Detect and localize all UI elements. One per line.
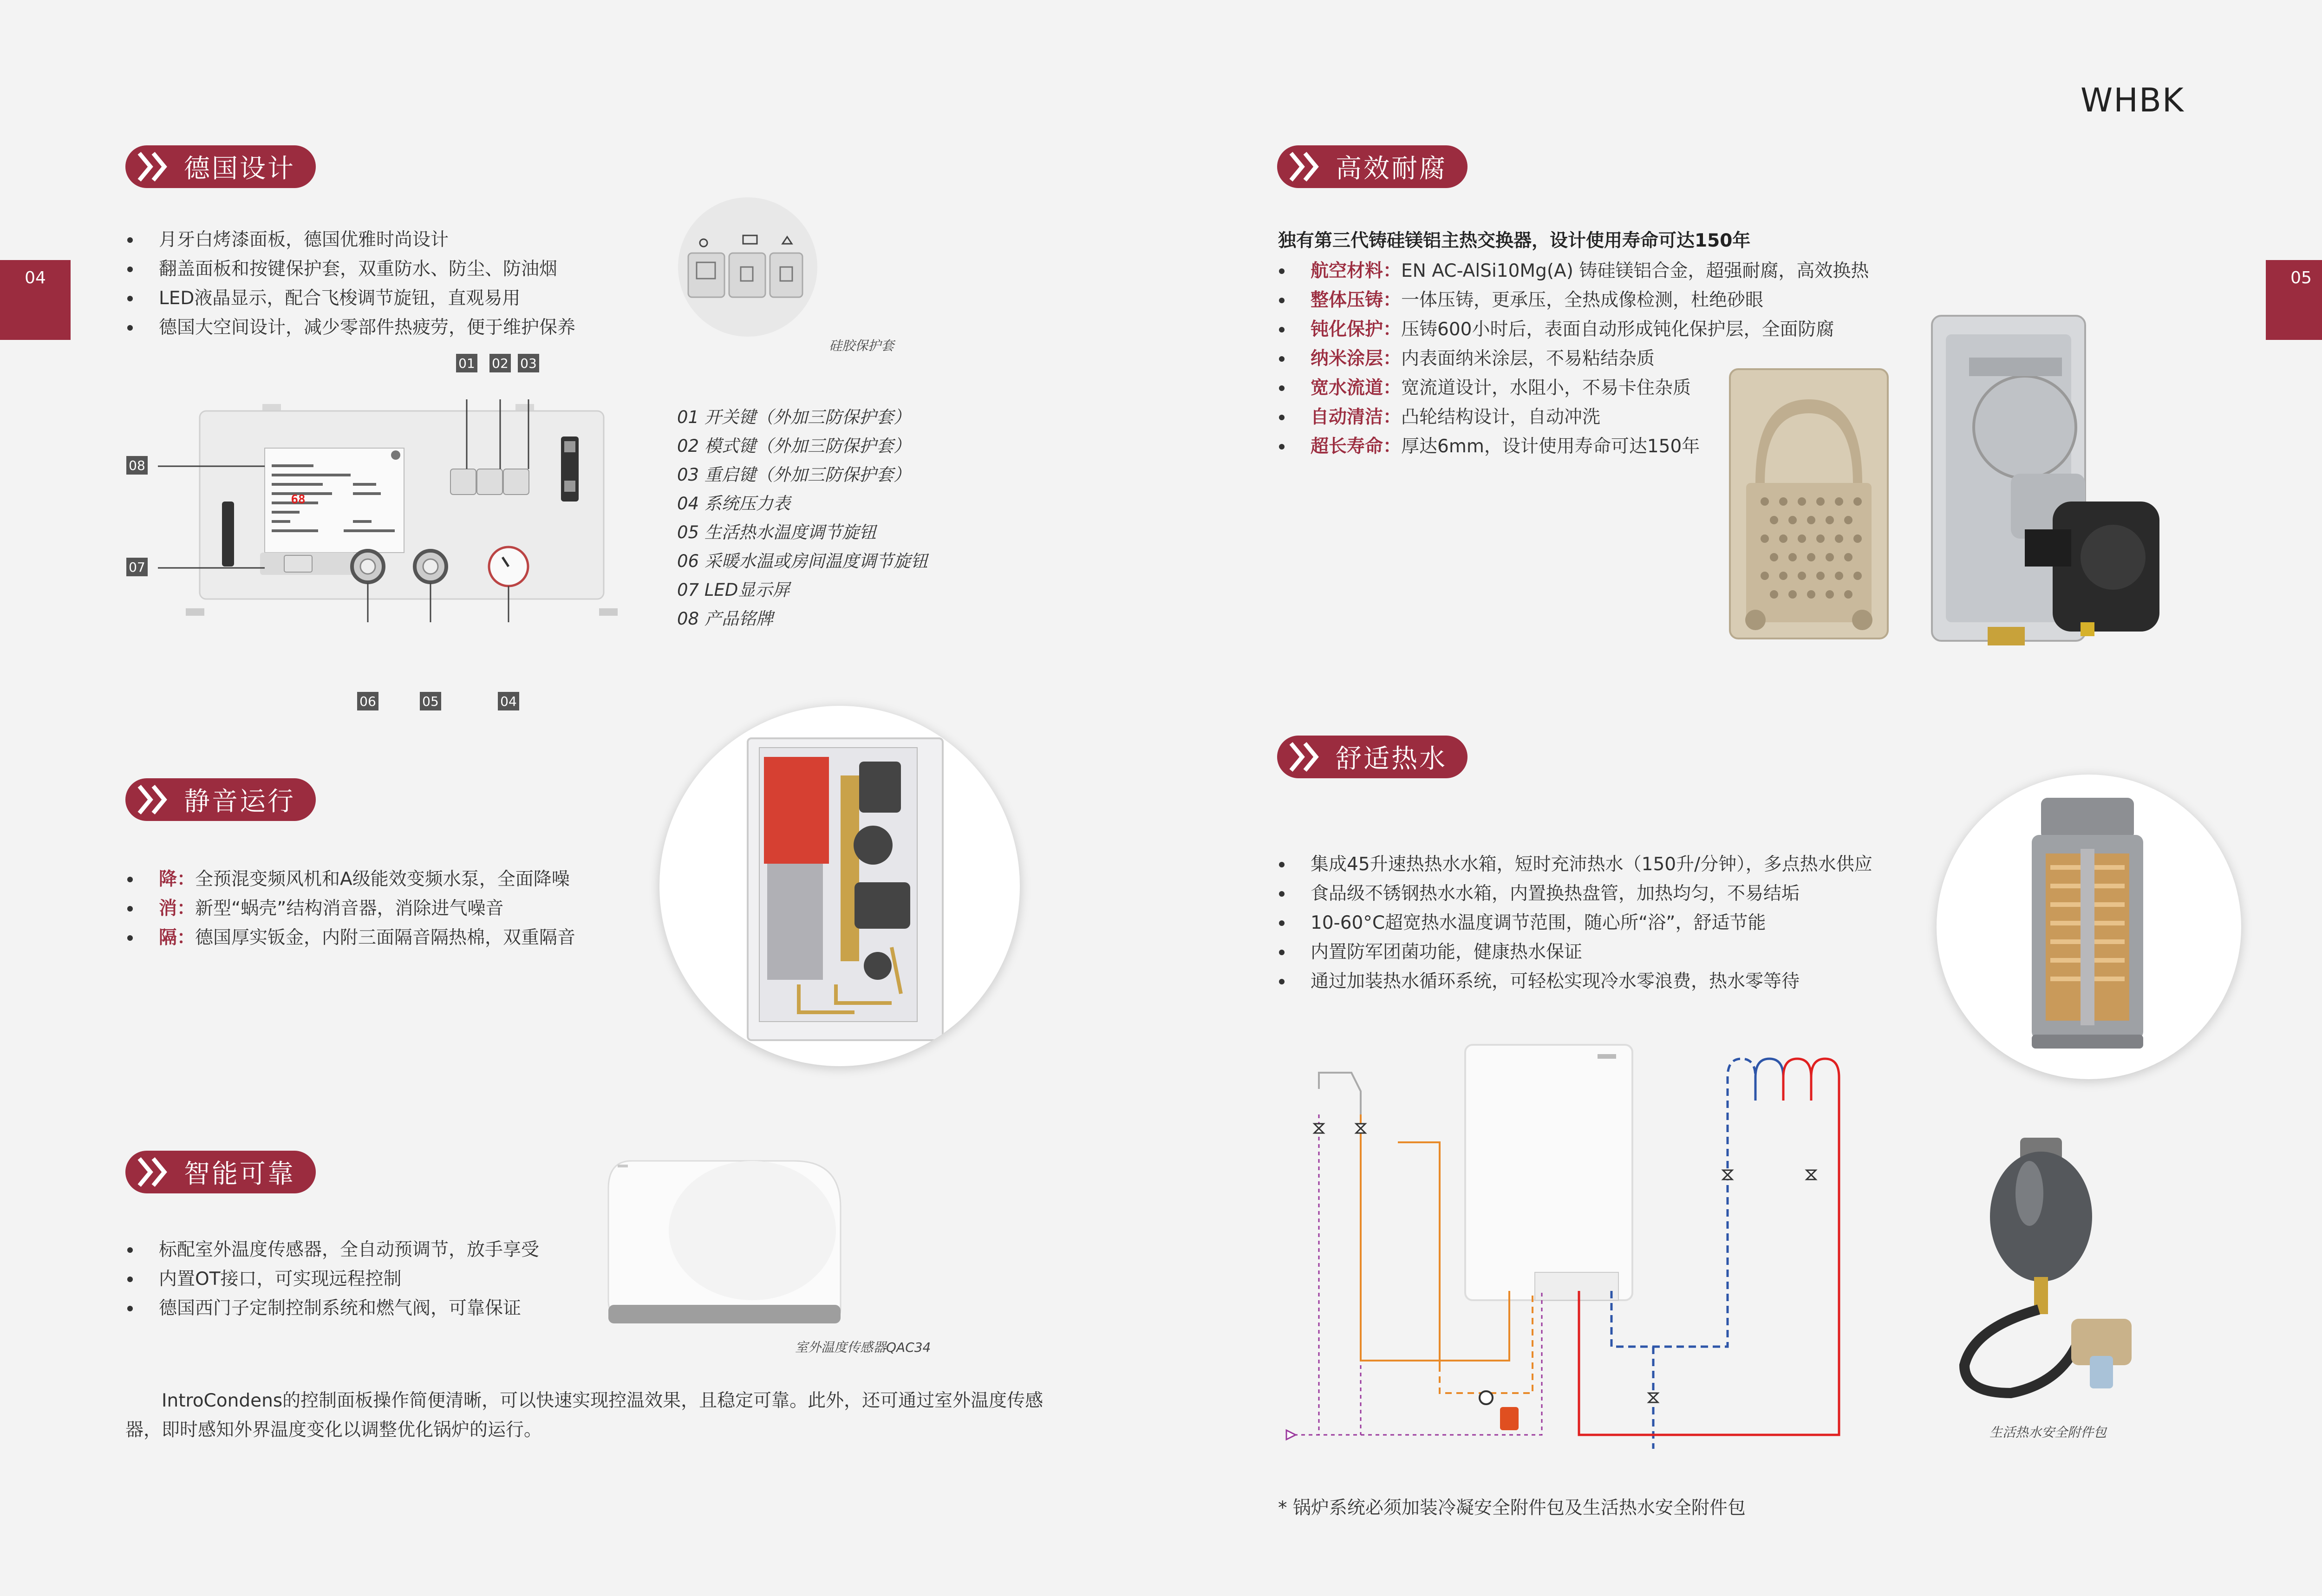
led-display: 68 [291, 493, 306, 507]
double-chevron-icon [1288, 741, 1324, 773]
double-chevron-icon [137, 1156, 172, 1188]
callout-tag-04: 04 [498, 692, 519, 710]
section-title-text: 静音运行 [184, 787, 295, 817]
list-item: 翻盖面板和按键保护套，双重防水、防尘、防油烟 [125, 254, 575, 284]
legend-item: 06 采暖水温或房间温度调节旋钮 [677, 551, 928, 571]
silent-bullets [125, 865, 575, 952]
list-item: 隔：德国厚实钣金，内附三面隔音隔热棉，双重隔音 [125, 923, 575, 952]
list-item: 食品级不锈钢热水水箱，内置换热盘管，加热均匀，不易结垢 [1277, 879, 1872, 908]
callout-tag-08: 08 [126, 456, 148, 475]
safety-kit-caption: 生活热水安全附件包 [1989, 1425, 2107, 1440]
footnote: * 锅炉系统必须加装冷凝安全附件包及生活热水安全附件包 [1278, 1498, 1746, 1518]
callout-tag-03: 03 [518, 354, 539, 372]
german-design-bullets [125, 225, 575, 342]
list-item: 超长寿命：厚达6mm，设计使用寿命可达150年 [1277, 432, 1869, 461]
smart-bullets [125, 1235, 539, 1323]
list-item: 航空材料：EN AC-AlSi10Mg(A) 铸硅镁铝合金，超强耐腐，高效换热 [1277, 256, 1869, 286]
page-number-left: 04 [0, 260, 71, 340]
list-item: 标配室外温度传感器，全自动预调节，放手享受 [125, 1235, 539, 1264]
system-schematic [1277, 1040, 1862, 1458]
section-title-text: 高效耐腐 [1336, 154, 1447, 184]
legend-item: 02 模式键（外加三防保护套） [677, 436, 911, 456]
list-item: 10-60°C超宽热水温度调节范围，随心所“浴”，舒适节能 [1277, 908, 1872, 938]
legend-item: 01 开关键（外加三防保护套） [677, 407, 911, 427]
double-chevron-icon [137, 783, 172, 816]
section-title-efficient [1277, 145, 1468, 188]
hot-water-tank-image [1937, 775, 2241, 1079]
safety-kit-image [1937, 1133, 2169, 1412]
double-chevron-icon [1288, 150, 1324, 183]
section-title-smart [125, 1151, 316, 1193]
callout-tag-01: 01 [456, 354, 477, 372]
section-title-german-design [125, 145, 316, 188]
legend-item: 08 产品铭牌 [677, 609, 773, 629]
silicone-cover-caption: 硅胶保护套 [829, 338, 894, 353]
hotwater-bullets [1277, 850, 1872, 996]
sensor-caption: 室外温度传感器QAC34 [795, 1340, 931, 1355]
section-title-hotwater [1277, 736, 1468, 778]
control-legend [677, 403, 928, 633]
list-item: 宽水流道：宽流道设计，水阻小，不易卡住杂质 [1277, 373, 1869, 403]
callout-tag-07: 07 [126, 558, 148, 576]
boiler-interior-image [659, 706, 1020, 1066]
legend-item: 05 生活热水温度调节旋钮 [677, 522, 876, 542]
list-item: 通过加装热水循环系统，可轻松实现冷水零浪费，热水零等待 [1277, 967, 1872, 996]
callout-tag-02: 02 [489, 354, 511, 372]
list-item: 内置防军团菌功能，健康热水保证 [1277, 938, 1872, 967]
brand-title: WHBK [2081, 81, 2185, 119]
callout-tag-05: 05 [420, 692, 441, 710]
section-title-silent [125, 778, 316, 821]
list-item: 月牙白烤漆面板，德国优雅时尚设计 [125, 225, 575, 254]
double-chevron-icon [137, 150, 172, 183]
list-item: LED液晶显示，配合飞梭调节旋钮，直观易用 [125, 284, 575, 313]
section-title-text: 德国设计 [184, 154, 295, 184]
silicone-cover-image [678, 197, 817, 337]
list-item: 德国西门子定制控制系统和燃气阀，可靠保证 [125, 1294, 539, 1323]
list-item: 内置OT接口，可实现远程控制 [125, 1264, 539, 1294]
list-item: 自动清洁：凸轮结构设计，自动冲洗 [1277, 403, 1869, 432]
section-title-text: 舒适热水 [1336, 744, 1447, 774]
list-item: 纳米涂层：内表面纳米涂层，不易粘结杂质 [1277, 344, 1869, 373]
outdoor-sensor-image [599, 1152, 850, 1337]
legend-item: 04 系统压力表 [677, 494, 790, 514]
list-item: 集成45升速热热水水箱，短时充沛热水（150升/分钟），多点热水供应 [1277, 850, 1872, 879]
list-item: 降：全预混变频风机和A级能效变频水泵，全面降噪 [125, 865, 575, 894]
list-item: 消：新型“蜗壳”结构消音器，消除进气噪音 [125, 894, 575, 923]
heat-exchanger-plate-image [1728, 367, 1890, 641]
control-panel-image [158, 399, 636, 622]
list-item: 钝化保护：压铸600小时后，表面自动形成钝化保护层，全面防腐 [1277, 315, 1869, 344]
legend-item: 03 重启键（外加三防保护套） [677, 465, 911, 485]
smart-paragraph: IntroCondens的控制面板操作简便清晰，可以快速实现控温效果，且稳定可靠。此外，还可通过室外温度传感器，即时感知外界温度变化以调整优化锅炉的运行。 [125, 1390, 1044, 1440]
callout-tag-06: 06 [357, 692, 378, 710]
list-item: 德国大空间设计，减少零部件热疲劳，便于维护保养 [125, 313, 575, 342]
list-item: 整体压铸：一体压铸，更承压，全热成像检测，杜绝砂眼 [1277, 286, 1869, 315]
efficient-intro: 独有第三代铸硅镁铝主热交换器，设计使用寿命可达150年 [1278, 230, 1751, 251]
heat-exchanger-assembly-image [1913, 306, 2266, 678]
page-number-right: 05 [2266, 260, 2322, 340]
section-title-text: 智能可靠 [184, 1159, 295, 1189]
legend-item: 07 LED显示屏 [677, 580, 790, 600]
